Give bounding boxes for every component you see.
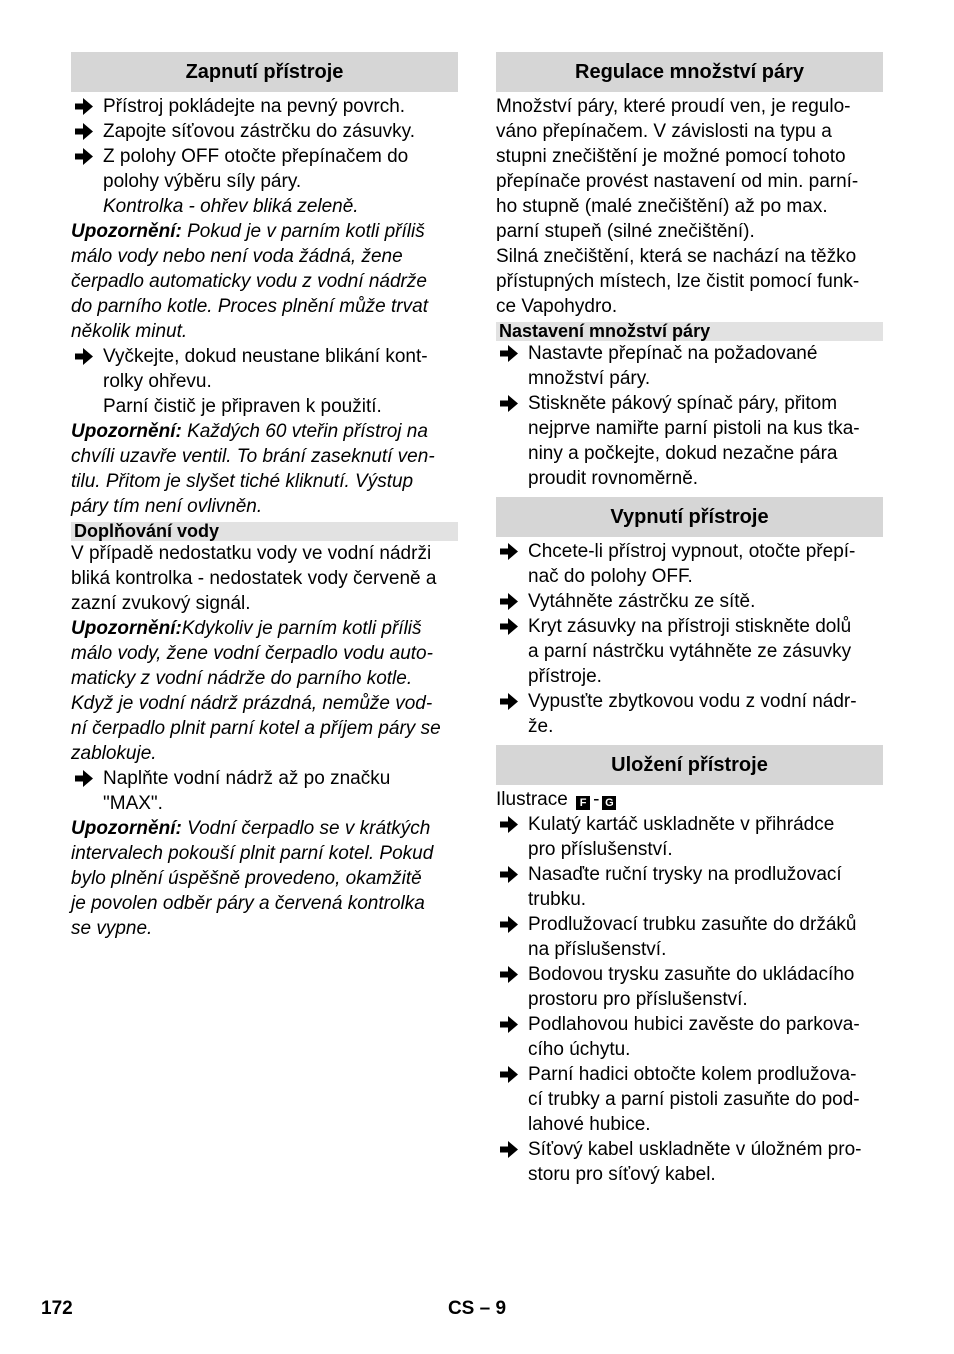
list-item: Z polohy OFF otočte přepínačem do polohy výběru síly páry. Kontrolka - ohřev bliká zeleně. (71, 144, 458, 219)
paragraph: Množství páry, které proudí ven, je regulo- váno přepínačem. V závislosti na typu a stupni znečištění je možné pomocí tohoto přepínače provést nastavení od min. parní- ho stupně (malé znečištění) až po max. parní stupeň (silné znečištění). (496, 96, 859, 242)
list-item: Zapojte síťovou zástrčku do zásuvky. (71, 119, 458, 144)
list-item: Přístroj pokládejte na pevný povrch. (71, 94, 458, 119)
figure-key-g: G (602, 796, 616, 810)
note-label: Upozornění: (71, 421, 182, 442)
page-number: 172 (41, 1298, 73, 1319)
section-heading-regulace: Regulace množství páry (496, 52, 883, 92)
note-block: Upozornění: Pokud je v parním kotli příliš málo vody nebo není voda žádná, žene čerpadlo automaticky vodu z vodní nádrže do parního kotle. Proces plnění může trvat několik minut. (71, 221, 428, 342)
section-heading-zapnuti: Zapnutí přístroje (71, 52, 458, 92)
list-item: Kryt zásuvky na přístroji stiskněte dolů a parní nástrčku vytáhněte ze zásuvky přístroje. (496, 614, 883, 689)
note-block: Upozornění: Každých 60 vteřin přístroj na chvíli uzavře ventil. To brání zaseknutí ven- tilu. Přitom je slyšet tiché kliknutí. Výstup páry tím není ovlivněn. (71, 421, 435, 517)
arrow-right-icon (75, 770, 93, 787)
arrow-right-icon (500, 1141, 518, 1158)
section-heading-ulozeni: Uložení přístroje (496, 745, 883, 785)
right-column (496, 52, 883, 1187)
arrow-right-icon (500, 916, 518, 933)
subsection-heading-nastaveni: Nastavení množství páry (496, 322, 883, 341)
arrow-right-icon (500, 618, 518, 635)
subsection-heading-doplnovani: Doplňování vody (71, 522, 458, 541)
list-item: Prodlužovací trubku zasuňte do držáků na příslušenství. (496, 912, 883, 962)
arrow-right-icon (75, 348, 93, 365)
arrow-right-icon (500, 816, 518, 833)
list-item: Vypusťte zbytkovou vodu z vodní nádr- že. (496, 689, 883, 739)
list-item: Vytáhněte zástrčku ze sítě. (496, 589, 883, 614)
list-item: Stiskněte pákový spínač páry, přitom nejprve namiřte parní pistoli na kus tka- niny a počkejte, dokud nezačne pára proudit rovnoměrně. (496, 391, 883, 491)
arrow-right-icon (75, 98, 93, 115)
arrow-right-icon (500, 543, 518, 560)
paragraph: V případě nedostatku vody ve vodní nádrži bliká kontrolka - nedostatek vody červeně a zazní zvukový signál. (71, 543, 437, 614)
list-item: Parní hadici obtočte kolem prodlužova- cí trubky a parní pistoli zasuňte do pod- lahové hubice. (496, 1062, 883, 1137)
arrow-right-icon (500, 866, 518, 883)
note-label: Upozornění: (71, 818, 182, 839)
list-item: Síťový kabel uskladněte v úložném pro- storu pro síťový kabel. (496, 1137, 883, 1187)
list-item: Kulatý kartáč uskladněte v přihrádce pro příslušenství. (496, 812, 883, 862)
note-block: Upozornění: Vodní čerpadlo se v krátkých intervalech pokouší plnit parní kotel. Pokud bylo plnění úspěšně provedeno, okamžitě je povolen odběr páry a červená kontrolka se vypne. (71, 818, 434, 939)
arrow-right-icon (500, 593, 518, 610)
list-item: Bodovou trysku zasuňte do ukládacího prostoru pro příslušenství. (496, 962, 883, 1012)
arrow-right-icon (500, 693, 518, 710)
arrow-right-icon (75, 123, 93, 140)
note-block: Upozornění:Kdykoliv je parním kotli příliš málo vody, žene vodní čerpadlo vodu auto- maticky z vodní nádrže do parního kotle. Když je vodní nádrž prázdná, nemůže vod- ní čerpadlo plnit parní kotel a příjem páry se zablokuje. (71, 618, 441, 764)
list-item: Naplňte vodní nádrž až po značku "MAX". (71, 766, 458, 816)
section-heading-vypnuti: Vypnutí přístroje (496, 497, 883, 537)
arrow-right-icon (75, 148, 93, 165)
list-item: Nastavte přepínač na požadované množství páry. (496, 341, 883, 391)
illustration-reference: Ilustrace F - G (496, 787, 883, 812)
arrow-right-icon (500, 345, 518, 362)
list-item: Nasaďte ruční trysky na prodlužovací trubku. (496, 862, 883, 912)
result-text: Kontrolka - ohřev bliká zeleně. (103, 196, 359, 217)
result-text: Parní čistič je připraven k použití. (103, 396, 382, 417)
note-label: Upozornění: (71, 221, 182, 242)
list-item: Chcete-li přístroj vypnout, otočte přepí- nač do polohy OFF. (496, 539, 883, 589)
section-code: CS – 9 (447, 1298, 507, 1319)
arrow-right-icon (500, 1016, 518, 1033)
figure-key-f: F (576, 796, 590, 810)
list-item: Podlahovou hubici zavěste do parkova- cího úchytu. (496, 1012, 883, 1062)
note-label: Upozornění: (71, 618, 182, 639)
arrow-right-icon (500, 966, 518, 983)
paragraph: Silná znečištění, která se nachází na těžko přístupných místech, lze čistit pomocí funk- ce Vapohydro. (496, 246, 860, 317)
arrow-right-icon (500, 395, 518, 412)
left-column (71, 52, 458, 941)
list-item: Vyčkejte, dokud neustane blikání kont- rolky ohřevu. Parní čistič je připraven k použití. (71, 344, 458, 419)
arrow-right-icon (500, 1066, 518, 1083)
